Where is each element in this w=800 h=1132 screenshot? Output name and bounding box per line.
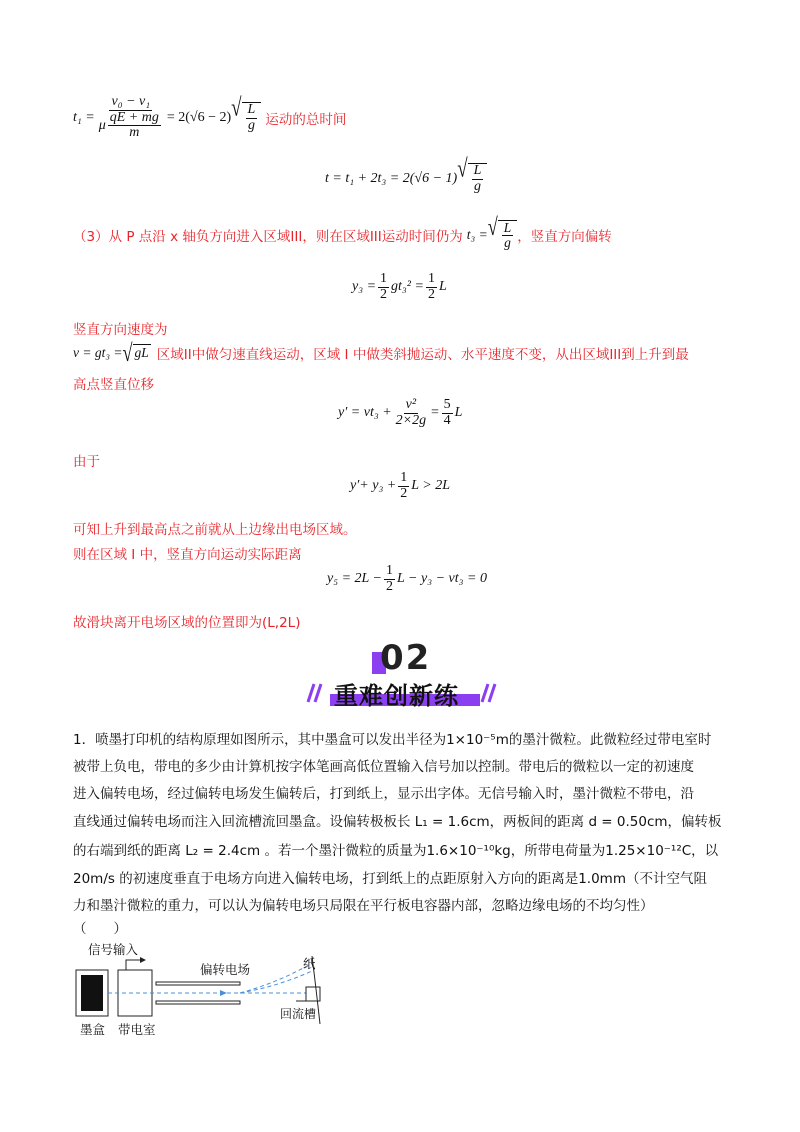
part3-line bbox=[73, 213, 612, 251]
eq-yprime-f1-den: 2×2g bbox=[395, 412, 427, 428]
problem-line-6: 20m/s 的初速度垂直于电场方向进入偏转电场，打到纸上的点距原射入方向的距离是1.0mm（不计空气阻 bbox=[73, 871, 707, 887]
problem-line-2: 被带上负电，带电的多少由计算机按字体笔画高低位置输入信号加以控制。带电后的微粒以一定的初速度 bbox=[73, 759, 694, 775]
eq-ineq-rhs: L > 2L bbox=[411, 478, 451, 494]
eq-y5-rhs: L − y₃ − vt₃ = 0 bbox=[397, 571, 487, 587]
eq-ineq-num: 1 bbox=[400, 470, 408, 485]
eq-yprime-lhs: y′ = vt₃ + bbox=[338, 405, 392, 421]
eq-yprime-mid: = bbox=[430, 405, 440, 421]
inkjet-figure bbox=[60, 938, 340, 1038]
eq-y3-f2-num: 1 bbox=[427, 271, 435, 286]
label-charging-room: 带电室 bbox=[118, 1022, 156, 1037]
return-tank-box bbox=[306, 987, 320, 1001]
eq-t-sqrt: √ $\frac{L}{g}$ bbox=[457, 163, 487, 194]
eq-t1-lhs: t₁ = bbox=[73, 110, 95, 126]
banner-stripes-left bbox=[302, 682, 324, 704]
banner-number: 02 bbox=[380, 638, 432, 678]
v-rad: gL bbox=[133, 344, 151, 362]
eq-yprime-f1-num: v² bbox=[405, 397, 417, 412]
section-banner bbox=[300, 636, 500, 711]
v-line bbox=[73, 339, 689, 367]
label-ink-box: 墨盒 bbox=[80, 1022, 106, 1037]
signal-arrow-head bbox=[140, 957, 146, 963]
eq-yprime-frac2 bbox=[442, 398, 453, 428]
equation-y3 bbox=[352, 272, 447, 302]
eq-t1-fraction bbox=[97, 95, 165, 141]
eq-ineq-den: 2 bbox=[400, 485, 408, 501]
eq-t1-sqrt: √ $\frac{L}{g}$ bbox=[231, 102, 261, 133]
part3-t3-eq: t₃ = bbox=[466, 227, 488, 243]
eq-t-rad-num: L bbox=[473, 163, 482, 178]
eq-t1-inner-num: qE + mg bbox=[109, 109, 159, 125]
eq-t-rad-den: g bbox=[473, 178, 481, 194]
part3-text-after: ，竖直方向偏转 bbox=[517, 229, 612, 246]
problem-line-7: 力和墨汁微粒的重力，可以认为偏转电场只局限在平行板电容器内部，忽略边缘电场的不均匀性） bbox=[73, 898, 654, 914]
eq-y3-mid: gt₃² = bbox=[391, 279, 424, 295]
eq-yprime-frac1 bbox=[394, 398, 428, 428]
eq-t1-inner-den: m bbox=[129, 125, 140, 141]
ink-box-fill bbox=[81, 975, 103, 1011]
part3-rad-num: L bbox=[503, 220, 512, 235]
banner-stripes-right bbox=[478, 682, 500, 704]
eq-t1-numerator: v₀ − v₁ bbox=[111, 94, 151, 109]
label-deflection-field: 偏转电场 bbox=[200, 962, 251, 977]
equation-inequality bbox=[350, 471, 450, 501]
equation-t-total bbox=[325, 154, 487, 194]
eq-t-text: t = t₁ + 2t₃ = 2(√6 − 1) bbox=[325, 170, 458, 186]
deflected-path-1 bbox=[240, 970, 314, 993]
eq-y3-frac1 bbox=[378, 272, 389, 302]
eq-yprime-f2-den: 4 bbox=[443, 412, 451, 428]
eq-y3-frac2 bbox=[426, 272, 437, 302]
eq-t1-inner-fraction bbox=[108, 111, 161, 141]
eq-yprime-f2-num: 5 bbox=[443, 397, 451, 412]
eq-ineq-lhs: y′+ y₃ + bbox=[350, 478, 397, 494]
part3-sqrt: √ $\frac{L}{g}$ bbox=[488, 220, 518, 250]
eq-y5-den: 2 bbox=[386, 578, 394, 594]
problem-line-1: 1．喷墨打印机的结构原理如图所示，其中墨盒可以发出半径为1×10⁻⁵m的墨汁微粒。此微粒经过带电室时 bbox=[73, 732, 712, 748]
eq-t1-rad-num: L bbox=[247, 102, 256, 118]
eq-t1-rad-den: g bbox=[247, 118, 255, 134]
vertical-speed-label: 竖直方向速度为 bbox=[73, 322, 168, 338]
since-label: 由于 bbox=[73, 454, 100, 470]
banner-title: 重难创新练 bbox=[334, 682, 459, 710]
eq-y5-frac bbox=[384, 564, 395, 594]
problem-line-3: 进入偏转电场，经过偏转电场发生偏转后，打到纸上，显示出字体。无信号输入时，墨汁微粒不带电，沿 bbox=[73, 786, 694, 802]
equation-yprime bbox=[338, 398, 462, 428]
v-line-2: 高点竖直位移 bbox=[73, 377, 154, 393]
v-line-text: 区域II中做匀速直线运动，区域 I 中做类斜抛运动、水平速度不变，从出区域III到上升到最 bbox=[156, 347, 689, 363]
eq-t1-denominator bbox=[97, 111, 165, 141]
eq-y3-f1-num: 1 bbox=[380, 271, 388, 286]
lower-plate bbox=[156, 1001, 240, 1004]
conclusion-2: 则在区域 I 中，竖直方向运动实际距离 bbox=[73, 547, 302, 563]
final-answer: 故滑块离开电场区域的位置即为(L,2L) bbox=[73, 615, 301, 631]
eq-yprime-rhs: L bbox=[454, 405, 463, 421]
problem-line-5: 的右端到纸的距离 L₂ = 2.4cm 。若一个墨汁微粒的质量为1.6×10⁻¹⁰kg，所带电荷量为1.25×10⁻¹²C，以 bbox=[73, 843, 719, 859]
v-eq: v = gt₃ = bbox=[73, 345, 123, 360]
part3-text-before: （3）从 P 点沿 x 轴负方向进入区域III，则在区域III运动时间仍为 bbox=[73, 229, 463, 246]
equation-y5 bbox=[327, 564, 487, 594]
eq-y5-num: 1 bbox=[386, 563, 394, 578]
label-signal-input: 信号输入 bbox=[88, 942, 139, 957]
path-arrow bbox=[220, 990, 227, 996]
eq-ineq-frac bbox=[398, 471, 409, 501]
eq-y3-rhs: L bbox=[438, 279, 447, 295]
equation-t1 bbox=[73, 95, 346, 141]
label-paper: 纸 bbox=[303, 956, 316, 971]
eq-y3-lhs: y₃ = bbox=[352, 279, 377, 295]
eq-t1-note: 运动的总时间 bbox=[265, 112, 347, 129]
part3-rad-den: g bbox=[504, 235, 511, 251]
v-sqrt: √ gL bbox=[122, 339, 149, 367]
upper-plate bbox=[156, 982, 240, 985]
signal-arrow-line bbox=[126, 960, 140, 970]
eq-t1-mid: = 2(√6 − 2) bbox=[166, 110, 232, 126]
problem-answer-blank: （ ） bbox=[73, 921, 127, 937]
eq-y3-f1-den: 2 bbox=[380, 286, 388, 302]
label-return-tank: 回流槽 bbox=[280, 1007, 317, 1021]
eq-y5-lhs: y₅ = 2L − bbox=[327, 571, 383, 587]
eq-t1-mu: μ bbox=[98, 117, 106, 133]
eq-y3-f2-den: 2 bbox=[427, 286, 435, 302]
conclusion-1: 可知上升到最高点之前就从上边缘出电场区域。 bbox=[73, 522, 357, 538]
problem-line-4: 直线通过偏转电场而注入回流槽流回墨盒。设偏转极板长 L₁ = 1.6cm，两板间的距离 d = 0.50cm，偏转板 bbox=[73, 814, 722, 830]
